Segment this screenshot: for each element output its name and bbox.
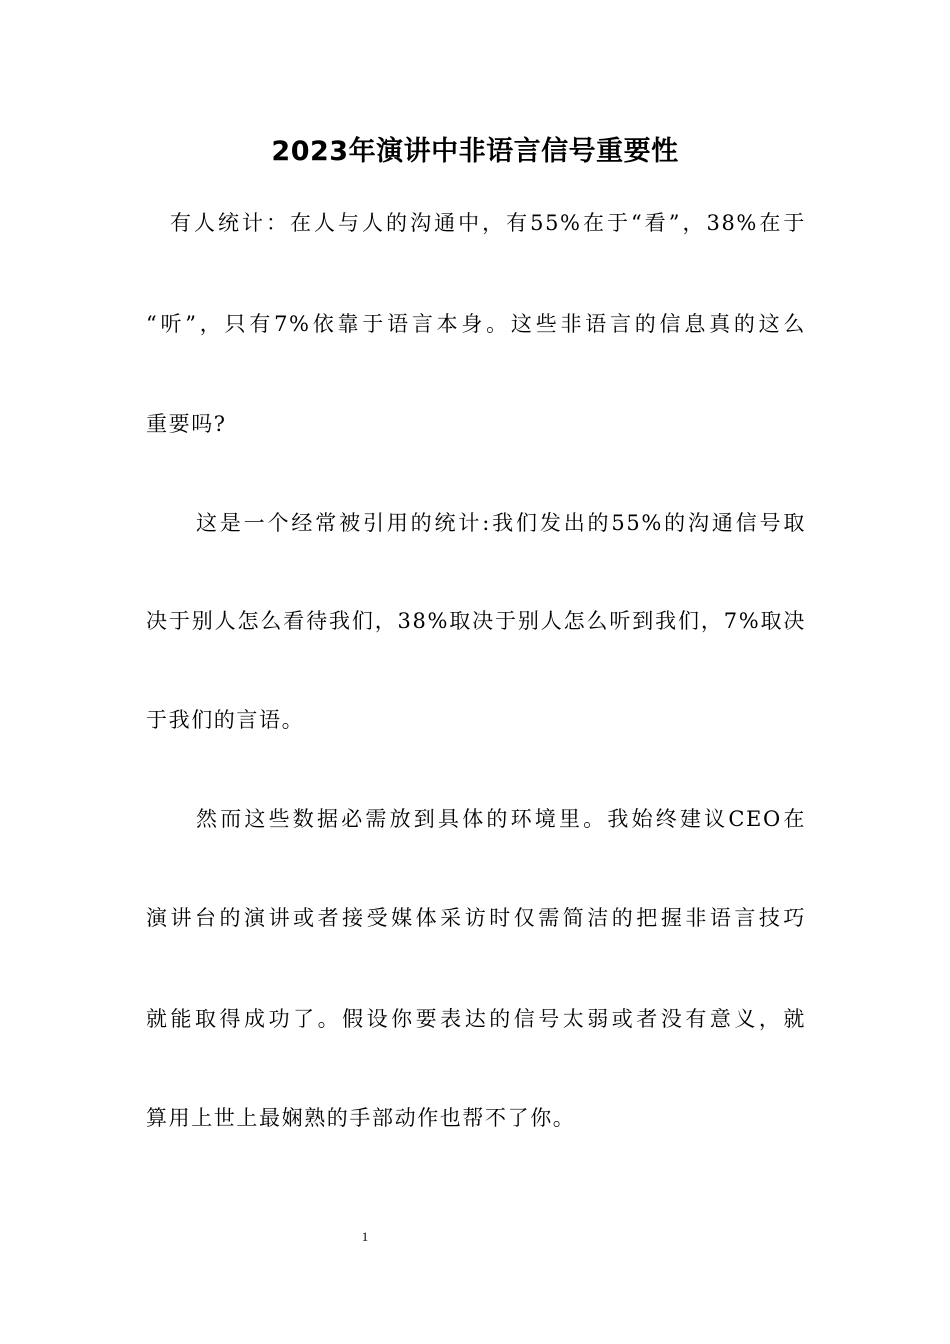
paragraph-2-line-2: 决于别人怎么看待我们，38%取决于别人怎么听到我们，7%取决 [146,609,806,633]
paragraph-3-line-2: 演讲台的演讲或者接受媒体采访时仅需简洁的把握非语言技巧 [146,906,806,930]
paragraph-1-line-2: “听”，只有7%依靠于语言本身。这些非语言的信息真的这么 [146,312,806,336]
paragraph-3-line-4: 算用上世上最娴熟的手部动作也帮不了你。 [146,1106,576,1130]
paragraph-2-line-3: 于我们的言语。 [146,708,305,732]
paragraph-3-line-3: 就能取得成功了。假设你要表达的信号太弱或者没有意义，就 [146,1007,806,1031]
paragraph-3-line-1: 然而这些数据必需放到具体的环境里。我始终建议CEO在 [196,807,806,831]
document-title: 2023年演讲中非语言信号重要性 [271,136,679,167]
paragraph-1-line-3: 重要吗? [146,412,227,436]
page-number: 1 [361,1229,369,1244]
paragraph-2-line-1: 这是一个经常被引用的统计:我们发出的55%的沟通信号取 [196,511,806,535]
paragraph-1-line-1: 有人统计：在人与人的沟通中，有55%在于“看”，38%在于 [170,211,806,235]
